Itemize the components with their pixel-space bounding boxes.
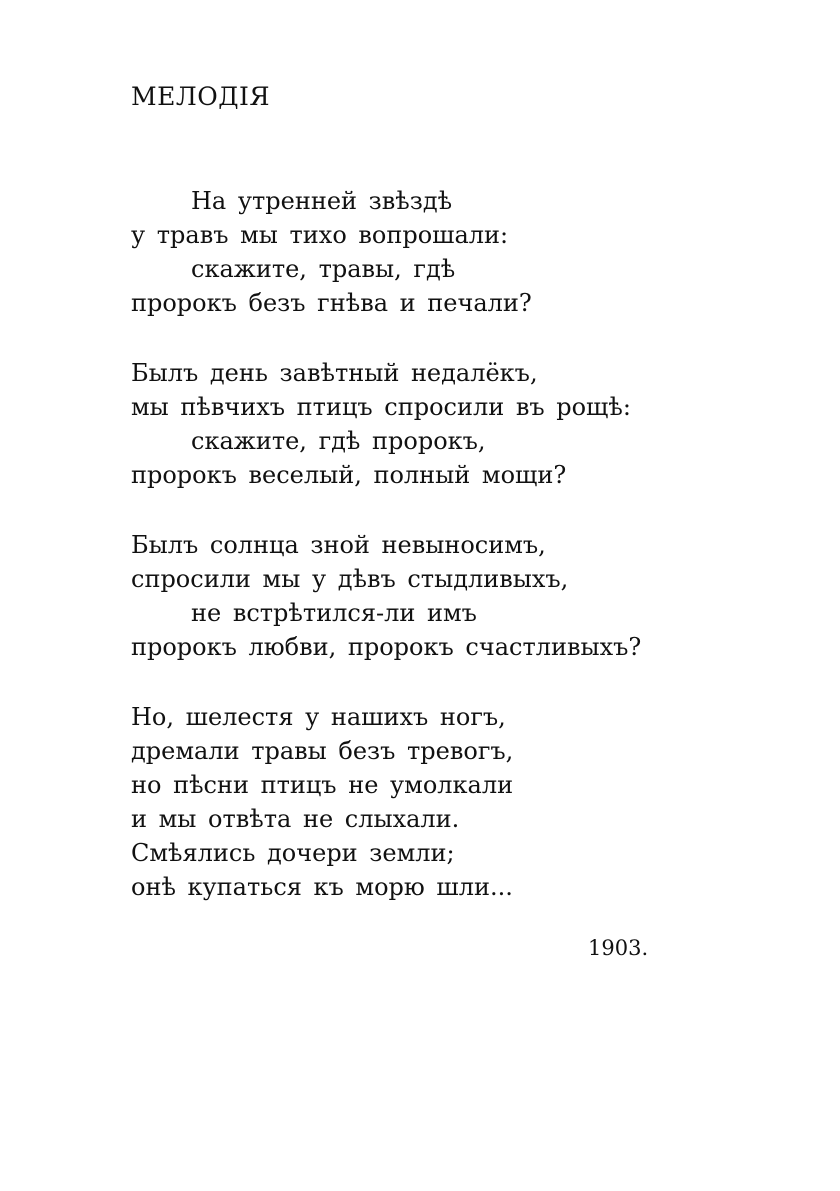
poem-line: пророкъ безъ гнѣва и печали?	[131, 289, 532, 317]
poem-line: у травъ мы тихо вопрошали:	[131, 221, 509, 249]
stanza-3	[131, 528, 641, 664]
stanza-1	[131, 184, 532, 320]
poem-line: Смѣялись дочери земли;	[131, 839, 455, 867]
poem-line: но пѣсни птицъ не умолкали	[131, 771, 514, 799]
poem-line: дремали травы безъ тревогъ,	[131, 737, 514, 765]
poem-line: Былъ солнца зной невыносимъ,	[131, 531, 546, 559]
poem-title: МЕЛОДІЯ	[131, 82, 271, 111]
stanza-4	[131, 700, 513, 904]
poem-line: Но, шелестя у нашихъ ногъ,	[131, 703, 506, 731]
poem-line: Былъ день завѣтный недалёкъ,	[131, 359, 538, 387]
poem-date: 1903.	[588, 936, 649, 960]
poem-line: пророкъ любви, пророкъ счастливыхъ?	[131, 633, 642, 661]
poem-line: и мы отвѣта не слыхали.	[131, 805, 460, 833]
poem-line: мы пѣвчихъ птицъ спросили въ рощѣ:	[131, 393, 631, 421]
poem-line: скажите, гдѣ пророкъ,	[191, 427, 486, 455]
poem-line: скажите, травы, гдѣ	[191, 255, 456, 283]
poem-line: спросили мы у дѣвъ стыдливыхъ,	[131, 565, 569, 593]
poem-line: пророкъ веселый, полный мощи?	[131, 461, 567, 489]
poem-line: На утренней звѣздѣ	[191, 187, 453, 215]
poem-line: онѣ купаться къ морю шли...	[131, 873, 513, 901]
stanza-2	[131, 356, 631, 492]
poem-line: не встрѣтился-ли имъ	[191, 599, 477, 627]
